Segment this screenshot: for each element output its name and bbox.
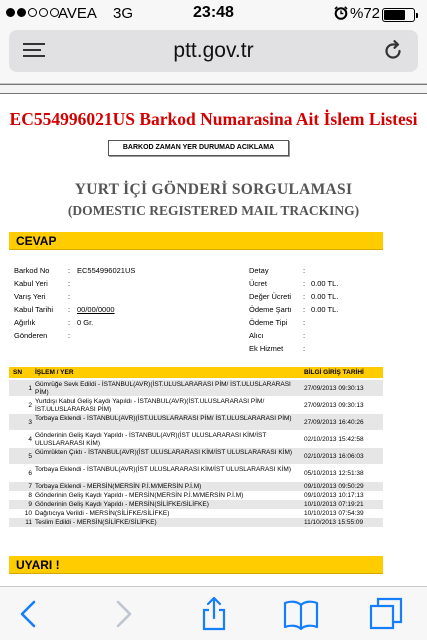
browser-toolbar <box>0 586 427 640</box>
table-row <box>9 491 383 500</box>
row-sn: 8 <box>28 492 32 499</box>
battery-level <box>384 10 405 20</box>
info-label: Ağırlık <box>14 318 36 327</box>
signal-strength-icon <box>6 8 59 17</box>
row-date: 10/10/2013 07:19:21 <box>304 501 364 508</box>
info-colon: : <box>303 292 306 301</box>
browser-chrome <box>0 0 427 84</box>
reload-icon[interactable] <box>382 40 404 62</box>
table-row <box>9 431 383 447</box>
row-date: 09/10/2013 10:17:13 <box>304 492 364 499</box>
row-sn: 7 <box>28 483 32 490</box>
tracking-subheading: (DOMESTIC REGISTERED MAIL TRACKING) <box>67 203 360 218</box>
table-header <box>9 367 383 378</box>
table-row <box>9 465 383 481</box>
row-description: Gönderinin Geliş Kaydı Yapıldı - MERSİN(MERSİN P.İ.M/MERSİN P.İ.M) <box>35 492 244 499</box>
row-sn: 6 <box>28 470 32 477</box>
table-row <box>9 509 383 518</box>
table-row <box>9 518 383 527</box>
tabs-icon[interactable] <box>368 596 404 632</box>
info-colon: : <box>68 305 71 314</box>
row-sn: 1 <box>28 385 32 392</box>
share-icon[interactable] <box>196 596 232 632</box>
tracking-heading: YURT İÇİ GÖNDERİ SORGULAMASI <box>74 181 353 198</box>
info-label: Detay <box>249 266 269 275</box>
page-title: EC554996021US Barkod Numarasina Ait İslem Listesi <box>9 109 418 129</box>
row-description: Gönderinin Geliş Kaydı Yapıldı - İSTANBUL(AVR)(İST ULUSLARARASI KİM/İST ULUSLARARASI KİM) <box>35 432 267 447</box>
info-label: Gönderen <box>14 331 48 340</box>
info-value: 0 Gr. <box>77 318 94 327</box>
section-cevap: CEVAP <box>9 232 383 250</box>
info-label: Değer Ücreti <box>249 292 292 301</box>
status-bar <box>0 0 427 26</box>
table-row <box>9 397 383 413</box>
info-colon: : <box>68 318 71 327</box>
row-description: Gönderinin Geliş Kaydı Yapıldı - MERSİN(SİLİFKE/SİLİFKE) <box>35 501 209 508</box>
info-colon: : <box>303 331 306 340</box>
row-sn: 4 <box>28 436 32 443</box>
table-row <box>9 414 383 430</box>
carrier-name: AVEA <box>58 5 97 22</box>
forward-icon[interactable] <box>104 596 140 632</box>
row-date: 27/09/2013 16:40:26 <box>304 419 364 426</box>
alarm-icon <box>334 6 348 20</box>
table-row <box>9 482 383 491</box>
row-date: 11/10/2013 15:55:09 <box>304 519 364 526</box>
info-value: 0.00 TL. <box>311 292 339 301</box>
info-label: Kabul Yeri <box>14 279 48 288</box>
url-text[interactable]: ptt.gov.tr <box>173 39 254 62</box>
battery-icon <box>382 8 415 22</box>
row-description: Gümrüğe Sevk Edildi - İSTANBUL(AVR)(İST.ULUSLARARASI PİM/ İST.ULUSLARARASI PİM) <box>35 381 291 396</box>
info-colon: : <box>303 344 306 353</box>
table-row <box>9 380 383 396</box>
status-time: 23:48 <box>193 4 234 21</box>
info-value: 0.00 TL. <box>311 279 339 288</box>
info-colon: : <box>68 279 71 288</box>
row-description: Torbaya Eklendi - İSTANBUL(AVR)(İST.ULUSLARARASI PİM/ İST.ULUSLARARASI PİM) <box>35 415 292 422</box>
row-date: 27/09/2013 09:30:13 <box>304 385 364 392</box>
table-row <box>9 500 383 509</box>
back-icon[interactable] <box>12 596 48 632</box>
info-colon: : <box>303 305 306 314</box>
table-row <box>9 448 383 464</box>
battery-percentage: %72 <box>350 5 381 22</box>
row-description: Yurtdışı Kabul Geliş Kaydı Yapıldı - İSTANBUL(AVR)(İST.ULUSLARARASI PİM/ İST.ULUSLARARASI PİM) <box>35 398 265 413</box>
row-description: Torbaya Eklendi - MERSİN(MERSİN P.İ.M/MERSİN P.İ.M) <box>35 483 202 490</box>
row-sn: 10 <box>24 510 32 517</box>
column-header-islem: İŞLEM / YER <box>35 369 74 376</box>
row-date: 02/10/2013 15:42:58 <box>304 436 364 443</box>
info-label: Varış Yeri <box>14 292 46 301</box>
row-description: Gümrükten Çıktı - İSTANBUL(AVR)(İST ULUSLARARASI KİM/İST ULUSLARARASI KİM) <box>35 449 293 456</box>
info-label: Barkod No <box>14 266 50 275</box>
row-sn: 3 <box>28 419 32 426</box>
row-date: 09/10/2013 09:50:29 <box>304 483 364 490</box>
address-bar[interactable] <box>9 30 418 72</box>
info-colon: : <box>68 292 71 301</box>
row-sn: 2 <box>28 402 32 409</box>
info-label: Ödeme Tipi <box>249 318 288 327</box>
info-label: Kabul Tarihi <box>14 305 54 314</box>
column-header-sn: SN <box>13 369 23 376</box>
row-sn: 11 <box>25 519 32 526</box>
column-legend-box: BARKOD ZAMAN YER DURUMAD ACIKLAMA <box>108 140 289 156</box>
row-date: 05/10/2013 12:51:38 <box>304 470 364 477</box>
info-label: Ek Hizmet <box>249 344 284 353</box>
info-value: 0.00 TL. <box>311 305 339 314</box>
info-colon: : <box>303 266 306 275</box>
info-value: 00/00/0000 <box>77 305 115 314</box>
row-date: 02/10/2013 16:06:03 <box>304 453 364 460</box>
row-description: Dağıtıcıya Verildi - MERSİN(SİLİFKE/SİLİFKE) <box>35 510 170 517</box>
row-description: Teslim Edildi - MERSİN(SİLİFKE/SİLİFKE) <box>35 519 157 526</box>
info-label: Ücret <box>249 279 267 288</box>
column-header-tarih: BİLGİ GİRİŞ TARİHİ <box>304 369 364 376</box>
info-colon: : <box>303 279 306 288</box>
info-value: EC554996021US <box>77 266 136 275</box>
info-colon: : <box>68 331 71 340</box>
info-colon: : <box>303 318 306 327</box>
network-type: 3G <box>113 5 134 22</box>
row-description: Torbaya Eklendi - İSTANBUL(AVR)(İST ULUSLARARASI KİM/İST ULUSLARARASI KİM) <box>35 466 291 473</box>
info-label: Ödeme Şartı <box>249 305 292 314</box>
section-uyari: UYARI ! <box>9 556 383 574</box>
row-sn: 9 <box>28 501 32 508</box>
row-date: 27/09/2013 09:30:13 <box>304 402 364 409</box>
info-colon: : <box>68 266 71 275</box>
row-date: 10/10/2013 07:54:39 <box>304 510 364 517</box>
info-label: Alıcı <box>249 331 264 340</box>
bookmarks-icon[interactable] <box>283 596 319 632</box>
row-sn: 5 <box>28 453 32 460</box>
